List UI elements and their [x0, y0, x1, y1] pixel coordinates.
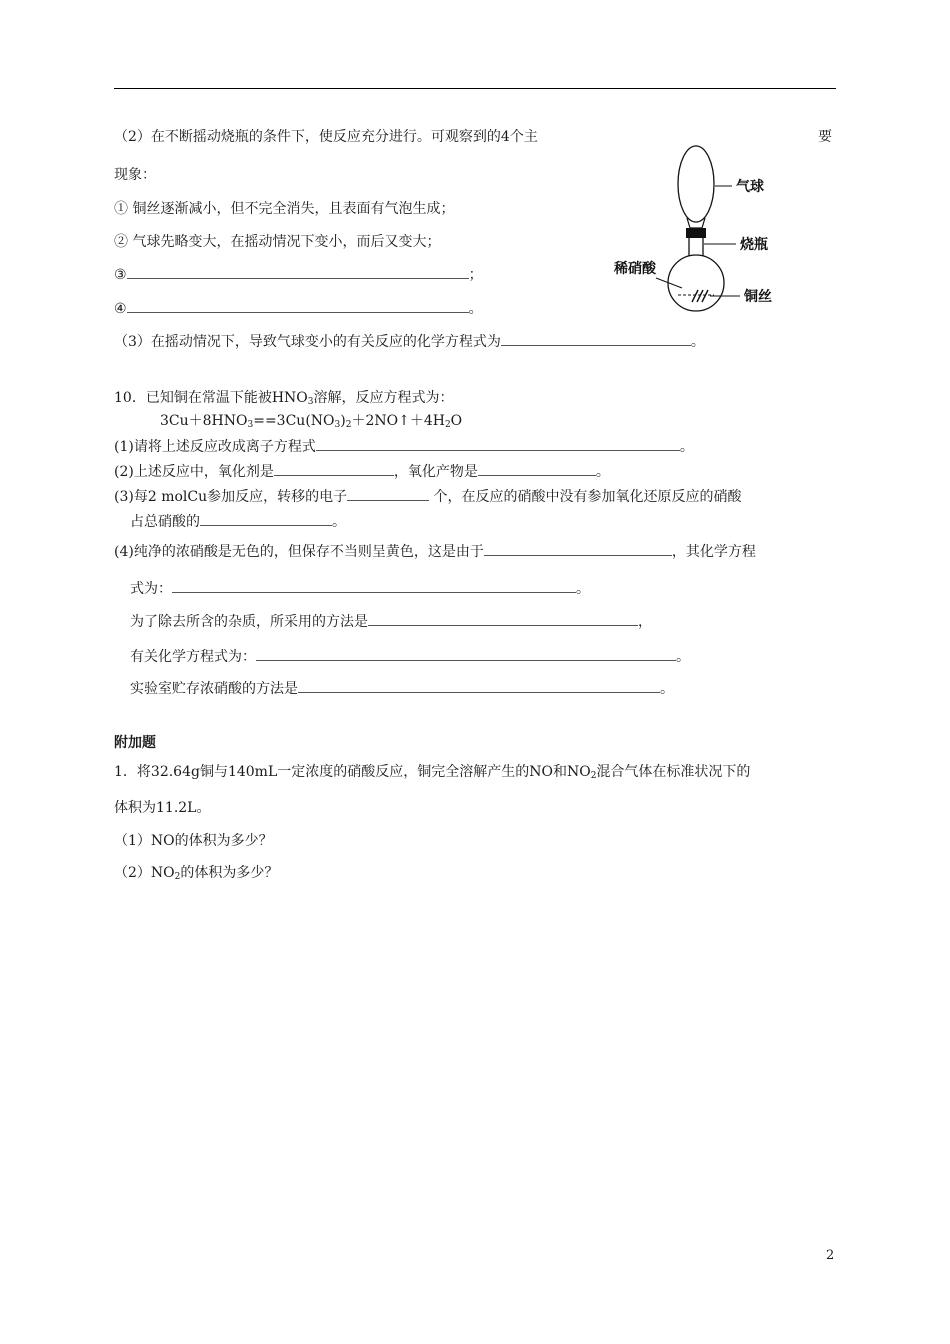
extra-sub1: （1）NO的体积为多少？ — [114, 833, 273, 849]
q9-part2-intro: （2）在不断摇动烧瓶的条件下，使反应充分进行。可观察到的4个主 — [114, 129, 538, 145]
q10-part4-line3: 为了除去所含的杂质，所采用的方法是 ， — [130, 614, 652, 630]
q10-stem: 10．已知铜在常温下能被$HNO_3$溶解，反应方程式为： — [114, 390, 454, 407]
storage-method-blank[interactable] — [298, 680, 660, 693]
electron-count-blank[interactable] — [347, 488, 429, 501]
obs3-marker: ③ — [114, 267, 127, 283]
q10-part1: (1)请将上述反应改成离子方程式 。 — [114, 439, 694, 455]
extra-q1-line1: 1．将32.64g铜与140mL一定浓度的硝酸反应，铜完全溶解产生的NO和$NO_2$混合气体在标准状况下的 — [114, 764, 751, 781]
page-number: 2 — [826, 1248, 835, 1263]
q9-part3: （3）在摇动情况下，导致气球变小的有关反应的化学方程式为 。 — [114, 334, 705, 350]
ratio-blank[interactable] — [200, 513, 332, 526]
extra-heading: 附加题 — [114, 735, 156, 751]
balloon-icon — [678, 146, 714, 222]
oxidant-blank[interactable] — [274, 463, 394, 476]
q9-observation-3: ③ ； — [114, 267, 483, 283]
part3-answer-blank[interactable] — [501, 333, 691, 346]
q10-equation: $3Cu+8HNO_3==3Cu(NO_3)_2+2NO↑+4H_2O$ — [160, 413, 463, 430]
oxidation-product-blank[interactable] — [478, 463, 596, 476]
yellow-reason-blank[interactable] — [484, 543, 672, 556]
q10-part4-line4: 有关化学方程式为： 。 — [130, 649, 690, 665]
q10-part4-line1: (4)纯净的浓硝酸是无色的，但保存不当则呈黄色，这是由于 ，其化学方程 — [114, 544, 756, 560]
acid-label: 稀硝酸 — [614, 261, 656, 277]
q10-part4-line5: 实验室贮存浓硝酸的方法是 。 — [130, 681, 674, 697]
flask-joint — [690, 257, 702, 263]
q10-part4-line2: 式为： 。 — [130, 581, 590, 597]
q9-observation-4: ④ 。 — [114, 301, 483, 317]
flask-label: 烧瓶 — [740, 237, 768, 253]
flask-icon — [668, 255, 724, 311]
q10-part3-line1: (3)每2 molCu参加反应，转移的电子 个，在反应的硝酸中没有参加氧化还原反应的硝酸 — [114, 489, 742, 505]
obs4-marker: ④ — [114, 301, 127, 317]
purification-equation-blank[interactable] — [256, 648, 676, 661]
obs3-answer-blank[interactable] — [127, 266, 469, 279]
obs4-answer-blank[interactable] — [127, 300, 469, 313]
q10-part2: (2)上述反应中，氧化剂是 ，氧化产物是 。 — [114, 464, 610, 480]
q9-phenomena-label: 现象： — [114, 167, 156, 183]
q9-observation-1: ① 铜丝逐渐减小，但不完全消失，且表面有气泡生成； — [114, 201, 455, 217]
balloon-label: 气球 — [736, 179, 764, 195]
header-rule — [114, 88, 836, 89]
rubber-stopper — [686, 228, 706, 238]
q10-part3-line2: 占总硝酸的 。 — [130, 514, 346, 530]
apparatus-diagram — [612, 140, 792, 320]
extra-sub2: $(2)NO_2$的体积为多少？ — [114, 865, 279, 882]
q9-part2-intro-end: 要 — [818, 129, 832, 145]
purification-method-blank[interactable] — [368, 613, 638, 626]
extra-q1-line2: 体积为11.2L。 — [114, 800, 211, 816]
q9-observation-2: ② 气球先略变大，在摇动情况下变小，而后又变大； — [114, 234, 441, 250]
wire-label: 铜丝 — [744, 289, 772, 305]
ionic-equation-blank[interactable] — [316, 438, 680, 451]
decomposition-equation-blank[interactable] — [172, 580, 576, 593]
